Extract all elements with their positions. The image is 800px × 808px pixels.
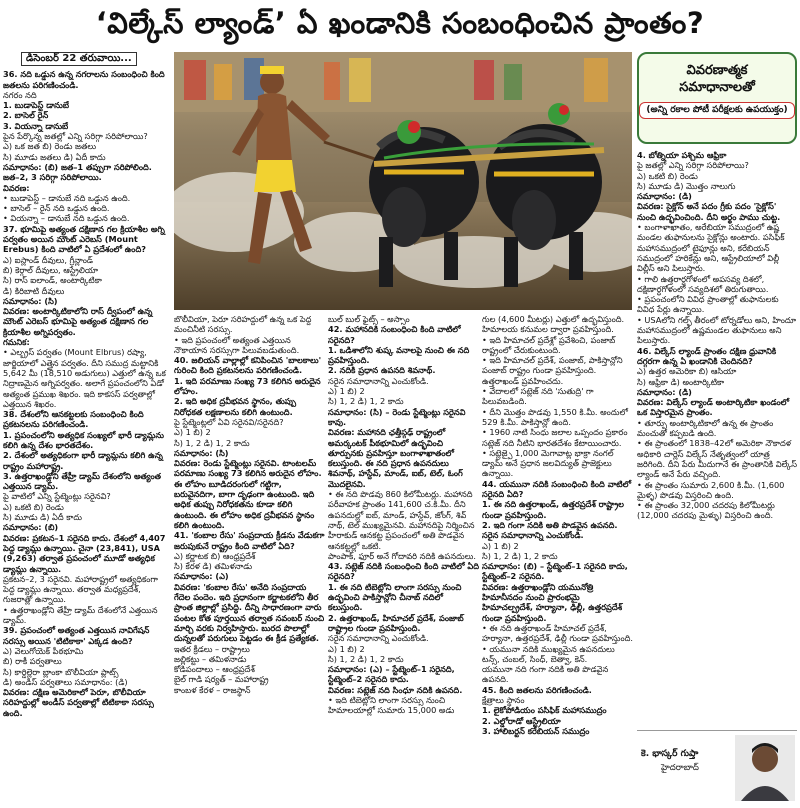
paragraph: • USAలోని గల్ఫ్ తీరంలో టోర్నడోలు అని, హిందూ మహాసముద్రంలో ఉష్ణమండల తుఫానులు అని పిలుస్తారు. xyxy=(637,314,797,346)
paragraph: • ఇది హిమాచల్ ప్రదేశ్, పంజాబ్, పాకిస్తాన్లోని పంజాబ్ రాష్ట్రం గుండా ప్రవహిస్తుంది. ఉత్తరాఖండ్ ప్రవహించదు. xyxy=(482,355,623,386)
paragraph: 37. భూమిపై అత్యంత దక్షిణాన గల క్రియాశీల అగ్ని పర్వతం అయిన మౌంట్ ఎరెబస్ (Mount Erebus) కింది వాటిలో ఏ ప్రదేశంలో ఉంది? xyxy=(3,223,165,255)
kambala-photo xyxy=(174,52,632,310)
paragraph: వివరణ: xyxy=(3,182,30,193)
author-place: హైదరాబాద్ xyxy=(661,763,699,773)
paragraph: 38. దేశంలోని ఆనకట్టలకు సంబంధించి కింది ప్రకటనలను పరిగణించండి. xyxy=(3,409,144,430)
paragraph: పై స్టేట్మెంట్లలో ఏవి సరైనవి/సరైనది? xyxy=(174,416,284,427)
paragraph: • బంగాళాఖాతం, అరేబియా సముద్రంలో ఉష్ణ మండల తుఫానులను సైక్లోన్లు అంటారు. పసిఫిక్ మహాసముద్రంలో టైఫూన్లు అని, కరేబియన్ సముద్రంలో హరికేన్లు అని, ఆస్ట్రేలియాలో విల్లీ విల్లీస్ అని పిలుస్తారు. xyxy=(637,222,785,274)
paragraph: 1. ప్రపంచంలోని అత్యధిక సంఖ్యలో భారీ డ్యామ్లను కలిగి ఉన్న దేశం భారతదేశం. xyxy=(3,429,165,450)
continuation-tag: డిసెంబర్ 22 తరువాయి... xyxy=(21,52,137,66)
paragraph: వివరణ: సైక్లోన్ అనే పదం గ్రీకు పదం 'సైక్లోస్' నుంచి ఉద్భవించింది. దీని అర్థం పాము చుట్ట. xyxy=(637,201,781,222)
paragraph: సి) మూడు డి) ఏదీ కాదు xyxy=(3,512,82,523)
paragraph: 2. దేశంలో అత్యధికంగా భారీ డ్యామ్లను కలిగి ఉన్న రాష్ట్రం మహారాష్ట్ర. xyxy=(3,450,163,471)
author-box xyxy=(637,730,797,805)
badge-line-2: సమాధానాలతో xyxy=(679,80,755,95)
paragraph: పైన పేర్కొన్న జతల్లో ఎన్ని సరిగ్గా సరిపోలాయి? xyxy=(3,131,148,142)
paragraph: బైల్ గాడి షర్యత్ – మహారాష్ట్ర xyxy=(174,674,269,685)
paragraph: • దీని మొత్తం పొడవు 1,550 కి.మీ. అందులో 529 కి.మీ. పాకిస్తాన్లో ఉంది. xyxy=(482,406,628,427)
paragraph: డి) అండీస్ పర్వతాలు సమాధానం: (డి) xyxy=(3,676,128,687)
paragraph: • ఈ ప్రాంతం 32,000 చదరపు కిలోమీటర్లు (12,000 చదరపు మైళ్ళు) విస్తరించి ఉంది. xyxy=(637,500,775,521)
paragraph: సమాధానం: (ఎ) – స్టేట్మెంట్–1 సరైనది, స్టేట్మెంట్–2 సరైనది కాదు. xyxy=(328,664,455,685)
badge-line-3: (అన్ని రకాల పోటీ పరీక్షలకు ఉపయుక్తం) xyxy=(639,102,794,119)
column-1-body xyxy=(3,69,169,718)
paragraph: 1. బుడాపెస్ట్ డానుబే xyxy=(3,100,70,111)
paragraph: కాంబళ కేరళ – రాజస్థాన్ xyxy=(174,684,251,695)
paragraph: వివరణ: ఉత్తరాఖండ్లోని యమునోత్రి హిమానీనదం నుంచి ప్రారంభమై హిమాచల్ప్రదేశ్, హర్యానా, ఢిల్లీ, ఉత్తరప్రదేశ్ గుండా ప్రవహిస్తుంది. xyxy=(482,581,623,623)
paragraph: 3. వియన్నా డానుబే xyxy=(3,120,69,131)
paragraph: కోడిపందాలు – ఆంధ్రప్రదేశ్ xyxy=(174,664,255,675)
paragraph: 46. విల్కేస్ ల్యాండ్ ప్రాంతం దక్షిణ ధ్రువానికి దగ్గరగా ఉన్న ఏ ఖండానికి చెందినది? xyxy=(637,345,777,366)
column-5 xyxy=(637,52,797,804)
paragraph: ఎ) ఐస్లాండ్ దీవులు, గ్రీన్లాండ్ xyxy=(3,254,93,265)
paragraph: ఇతర క్రీడలు – రాష్ట్రాలు xyxy=(174,643,250,654)
paragraph: యమునా నది గంగా నదికి అతి పొడవైన ఉపనది. xyxy=(482,664,609,685)
paragraph: • గాలి ఉత్తరార్ధగోళంలో అపసవ్య దిశలో, దక్షిణార్ధగోళంలో సవ్యదిశలో తిరుగుతాయి. xyxy=(637,273,769,294)
paragraph: • ఇది ప్రపంచంలో అత్యంత ఎత్తయిన నౌకాయాన సరస్సుగా పిలువబడుతుంది. xyxy=(174,334,300,355)
paragraph: • ప్రపంచంలోని వివిధ ప్రాంతాల్లో తుఫానులకు వివిధ పేర్లు ఉన్నాయి. xyxy=(637,294,779,315)
paragraph: వివరణ: రెండు స్టేట్మెంట్లు సరైనవి. టాంటలమ్ పరమాణు సంఖ్య 73 కలిగిన అరుదైన లోహం. ఈ లోహం బూడిదరంగులో గట్టిగా, బరువైనదిగా, బాగా దృఢంగా ఉంటుంది. ఇది అధిక తుప్పు నిరోధకతను కూడా కలిగి ఉంటుంది. ఈ లోహం అధిక ద్రవీభవన స్థానం కలిగి ఉంటుంది. xyxy=(174,458,322,530)
paragraph: సి) 1, 2 డి) 1, 2 కాదు xyxy=(328,396,404,407)
paragraph: వివరణ: దక్షిణ అమెరికాలో పెరూ, బొలీవియా సరిహద్దుల్లో అండీస్ పర్వతాల్లో టిటికాకా సరస్సు ఉంది. xyxy=(3,687,154,718)
paragraph: • తూర్పు అంటార్కిటికాలో ఉన్న ఈ ప్రాంతం మంచుతో కప్పబడి ఉంది. xyxy=(637,417,774,439)
paragraph: సి) 1, 2 డి) 1, 2 కాదు xyxy=(482,550,558,561)
paragraph: సమాధానం: (సి) xyxy=(174,447,229,458)
paragraph: 1. ఒడిశాలోని శుష్క వనాలపై నుంచి ఈ నది ప్రవహిస్తుంది. xyxy=(328,344,470,366)
paragraph: గమనిక: xyxy=(3,337,30,348)
paragraph: 36. నది ఒడ్డున ఉన్న నగరాలను సంబంధించి కింది జతలను పరిగణించండి. xyxy=(3,69,165,90)
column-3-body xyxy=(328,314,479,716)
paragraph: వివరణ: 'కంబాల రేసు' అనేది సంప్రదాయ గేదెల పందెం. ఇది ప్రధానంగా కర్ణాటకలోని తీర ప్రాంత జిల్లాల్లో ప్రసిద్ధి. దీన్ని సాధారణంగా వారు పంటల కోత పూర్తయిన తర్వాత నవంబర్ నుంచి మార్చి వరకు నిర్వహిస్తారు. బురద పొలాల్లో దున్నలతో పరుగులు పెట్టడం ఈ క్రీడ ప్రత్యేకత. xyxy=(174,581,325,644)
paragraph: 2. నదికి ప్రధాన ఉపనది శివనాథ్. xyxy=(328,365,436,376)
paragraph: సమాధానం: (సి) – రెండు స్టేట్మెంట్లు సరైనవి కావు. xyxy=(328,406,466,427)
paragraph: సమాధానం: (డి) xyxy=(637,386,692,397)
paragraph: 44. యమునా నదికి సంబంధించి కింది వాటిలో సరైనది ఏది? xyxy=(482,478,632,500)
paragraph: • ఇది టిబెట్లోని లాంగా సరస్సు నుంచి హిమాలయాల్లో సుమారు 15,000 అడు xyxy=(328,694,455,716)
paragraph: సమాధానం: (ఎ) xyxy=(174,571,229,582)
paragraph: ఎ) ఉత్తర అమెరికా బి) ఆసియా xyxy=(637,366,737,377)
paragraph: సరైన సమాధానాన్ని ఎంచుకోండి. xyxy=(328,375,429,386)
paragraph: • సట్లెజ్పై 1,000 మెగావాట్ల భాక్రా నంగల్ డ్యామ్ అనే ప్రధాన జలవిద్యుత్ ప్రాజెక్టులు ఉన్నాయి. xyxy=(482,447,614,479)
column-2 xyxy=(174,314,325,804)
column-1 xyxy=(3,52,169,804)
paragraph: ప్రకటన–2, 3 సరైనవి. మహారాష్ట్రలో అత్యధికంగా పెద్ద డ్యామ్లు ఉన్నాయి. తర్వాత మధ్యప్రదేశ్, గుజరాత్లో ఉన్నాయి. xyxy=(3,573,158,605)
paragraph: 1. ఇది పరమాణు సంఖ్య 73 కలిగిన అరుదైన లోహం. xyxy=(174,375,321,397)
paragraph: 1. లైకోపోడియం పసిఫిక్ మహాసముద్రం xyxy=(482,705,607,716)
paragraph: • ఉత్తరాఖండ్లోని తేహ్రీ డ్యామ్ దేశంలోనే ఎత్తయిన డ్యామ్. xyxy=(3,604,158,626)
paragraph: సి) రాస్ ఐలాండ్, అంటార్కిటికా xyxy=(3,275,102,286)
paragraph: ఎ) 1 బి) 2 xyxy=(328,643,365,654)
paragraph: సి) 1, 2 డి) 1, 2 కాదు xyxy=(174,437,250,448)
paragraph: సి) 1, 2 డి) 1, 2 కాదు xyxy=(328,653,404,664)
paragraph: వివరణ: విల్కేస్ ల్యాండ్ అంటార్కిటికా ఖండంలో ఒక విస్తారమైన ప్రాంతం. xyxy=(637,397,790,418)
paragraph: వివరణ: అంటార్కిటికాలోని రాస్ ద్వీపంలో ఉన్న మౌంట్ ఎరెబస్ భూమిపై అత్యంత దక్షిణాన గల క్రియాశీల అగ్నిపర్వతం. xyxy=(3,306,153,337)
paragraph: వివరణ: సట్లెజ్ నది సింధూ నదికి ఉపనది. xyxy=(328,684,463,695)
paragraph: • వేదాలలో సట్లెజ్ నది 'సుతుద్రి' గా పిలువబడింది. xyxy=(482,386,594,407)
paragraph: 3. హాలిబర్టన్ కరేబియన్ సముద్రం xyxy=(482,725,590,736)
paragraph: • యమునా నదికి ముఖ్యమైన ఉపనదులు టన్స్, చంబల్, సింధ్, బెత్వా, కెన్. xyxy=(482,643,615,664)
paragraph: ఎ) ఒకటి బి) రెండు xyxy=(637,170,698,181)
paragraph: ఎ) కర్ణాటక బి) ఆంధ్రప్రదేశ్ xyxy=(174,550,256,561)
paragraph: 3. ఉత్తరాఖండ్లోని తేహ్రీ డ్యామ్ దేశంలోని అత్యంత ఎత్తయిన డ్యామ్. xyxy=(3,470,161,492)
paragraph: • ఈ ప్రాంతంలో 1838–42లో అమెరికా నౌకాదళ అధికారి చార్లెస్ విల్కేస్ నేతృత్వంలో యాత్ర జరిగింది. దీని పేరు మీదుగానే ఈ ప్రాంతానికి విల్కేస్ ల్యాండ్ అనే పేరు వచ్చింది. xyxy=(637,438,797,480)
column-5-body xyxy=(637,150,797,800)
paragraph: సమాధానం: (డి) xyxy=(637,191,692,202)
paragraph: ఎ) వెలుగోయెక్ పీఠభూమి xyxy=(3,645,84,656)
paragraph: క్షేత్రాలు స్థానం xyxy=(482,694,525,705)
author-photo xyxy=(735,735,795,801)
column-4-body xyxy=(482,314,633,736)
column-4 xyxy=(482,314,633,804)
paragraph: సమాధానం: (సి) xyxy=(3,295,58,306)
paragraph: 39. ప్రపంచంలో అత్యంత ఎత్తయిన నావిగేషన్ సరస్సు అయిన 'టిటికాకా' ఎక్కడ ఉంది? xyxy=(3,625,150,646)
paragraph: సమాధానం: (బి) xyxy=(3,522,59,533)
paragraph: 45. కింది జతలను పరిగణించండి. xyxy=(482,684,592,695)
paragraph: • ఈ ప్రాంతం సుమారు 2,600 కి.మీ. (1,600 మైళ్ళ) పొడవు విస్తరించి ఉంది. xyxy=(637,479,785,500)
column-2-body xyxy=(174,314,325,695)
paragraph: బి) రాకీ పర్వతాలు xyxy=(3,656,62,667)
paragraph: 2. ఉత్తరాఖండ్, హిమాచల్ ప్రదేశ్, పంజాబ్ రాష్ట్రాల గుండా ప్రవహిస్తుంది. xyxy=(328,612,464,633)
paragraph: 4. బోత్నియా పశ్చిమ ఆఫ్రికా xyxy=(637,150,727,160)
paragraph: • బుడాపెస్ట్ – డానుబే నది ఒడ్డున ఉంది. xyxy=(3,192,131,203)
paragraph: బొలీవియా, పెరూ సరిహద్దులో ఉన్న ఒక పెద్ద మంచినీటి సరస్సు. xyxy=(174,314,312,335)
paragraph: పాంపాక్, ఫూర్ అనే గోదావరి నదికి ఉపనదులు. xyxy=(328,550,476,561)
paragraph: పై జతల్లో ఎన్ని సరిగ్గా సరిపోలాయి? xyxy=(637,160,749,171)
paragraph: 41. 'కంబాల రేసు' సంప్రదాయ క్రీడను వేడుకగా జరుపుకునే రాష్ట్రం కింది వాటిలో ఏది? xyxy=(174,530,325,551)
paragraph: నగరం నది xyxy=(3,89,37,100)
paragraph: బి) కెర్గాల్ దీవులు, ఆస్ట్రేలియా xyxy=(3,264,99,275)
paragraph: ఎ) ఒక జత బి) రెండు జతలు xyxy=(3,141,97,152)
paragraph: • ఈ నది పొడవు 860 కిలోమీటర్లు. మహానది పరీవాహక ప్రాంతం 141,600 చ.కి.మీ. దీని ఉపనదుల్లో ఐబ్, మాండ్, హస్దేవ్, జోంగ్, శివ్ నాథ్, టెల్ ముఖ్యమైనవి. మహానదిపై నిర్మించిన హీరాకుడ్ ఆనకట్ట ప్రపంచంలో అతి పొడవైన ఆనకట్టల్లో ఒకటి. xyxy=(328,489,475,551)
paragraph: 2. ఇది గంగా నదికి అతి పొడవైన ఉపనది. సరైన సమాధానాన్ని ఎంచుకోండి. xyxy=(482,519,618,541)
paragraph: సమాధానం: (బి) – స్టేట్మెంట్–1 సరైనది కాదు, స్టేట్మెంట్–2 సరైనది. xyxy=(482,561,628,582)
paragraph: • బాసెల్ – రైన్ నది ఒడ్డున ఉంది. xyxy=(3,203,110,214)
paragraph: ఎ) 1 బి) 2 xyxy=(174,427,211,438)
paragraph: • ఇది హిమాచల్ ప్రదేశ్లో ప్రవేశించి, పంజాబ్ రాష్ట్రంలో చేరుకుంటుంది. xyxy=(482,334,616,355)
paragraph: 2. ఎల్డోరాడో ఆస్ట్రేలియా xyxy=(482,715,561,726)
paragraph: సి) మూడు జతలు డి) ఏదీ కాదు xyxy=(3,151,106,162)
column-3 xyxy=(328,314,479,804)
paragraph: జల్లికట్టు – తమిళనాడు xyxy=(174,653,247,664)
paragraph: సి) మూడు డి) మొత్తం నాలుగు xyxy=(637,180,736,191)
paragraph: పై వాటిలో ఎన్ని స్టేట్మెంట్లు సరైనవి? xyxy=(3,491,111,502)
paragraph: 1. ఈ నది టిబెట్లోని లాంగా సరస్సు నుంచి ఉద్భవించి పాకిస్తాన్లోని చీనాబ్ నదిలో కలుస్తుంది. xyxy=(328,581,462,613)
paragraph: సి) కేరళ డి) తమిళనాడు xyxy=(174,561,253,572)
paragraph: బుల్ బుల్ ఫైట్స్ – అస్సాం xyxy=(328,314,410,324)
paragraph: సి) ఆఫ్రికా డి) అంటార్కిటికా xyxy=(637,376,725,387)
paragraph: ఎ) 1 బి) 2 xyxy=(328,386,365,397)
paragraph: సరైన సమాధానాన్ని ఎంచుకోండి. xyxy=(328,633,429,644)
paragraph: 1. ఈ నది ఉత్తరాఖండ్, ఉత్తరప్రదేశ్ రాష్ట్రాల గుండా ప్రవహిస్తుంది. xyxy=(482,499,624,520)
paragraph: 2. ఇది అధిక ద్రవీభవన స్థానం, తుప్పు నిరోధకత లక్షణాలను కలిగి ఉంటుంది. xyxy=(174,396,297,417)
answers-badge xyxy=(637,52,797,144)
author-name: కె. భాస్కర్ గుప్తా xyxy=(641,749,699,759)
paragraph: వివరణ: ప్రకటన–1 సరైనది కాదు. దేశంలో 4,407 పెద్ద డ్యామ్లు ఉన్నాయి. చైనా (23,841), USA (9,263) తర్వాత ప్రపంచంలో మూడో అత్యధిక డ్యామ్లు ఉన్నాయి. xyxy=(3,532,166,574)
paragraph: డి) కిరిబాటి దీవులు xyxy=(3,285,65,296)
paragraph: 2. బాసెల్ రైన్ xyxy=(3,110,49,121)
paragraph: • 1960 నాటి సింధు జలాల ఒప్పందం ప్రకారం సట్లెజ్ నది నీటిని భారతదేశం కేటాయించారు. xyxy=(482,427,628,448)
paragraph: 43. సట్లెజ్ నదికి సంబంధించి కింది వాటిలో ఏది సరైనది? xyxy=(328,561,479,582)
headline: ‘విల్కేస్ ల్యాండ్’ ఏ ఖండానికి సంబంధించిన ప్రాంతం? xyxy=(95,6,705,40)
paragraph: ఎ) ఒకటి బి) రెండు xyxy=(3,501,64,512)
paragraph: • వియన్నా – డానుబే నది ఒడ్డున ఉంది. xyxy=(3,213,130,224)
paragraph: ఎ) 1 బి) 2 xyxy=(482,540,519,551)
paragraph: వివరణ: మహానది ఛత్తీస్గఢ్ రాష్ట్రంలో అమర్కంటక్ పీఠభూమిలో ఉద్భవించి తూర్పునకు ప్రవహిస్తూ బంగాళాఖాతంలో కలుస్తుంది. ఈ నది ప్రధాన ఉపనదులు శివనాథ్, హస్దేవ్, మాండ్, ఐబ్, టెల్, ఓంగ్ మొదలైనవి. xyxy=(328,427,463,489)
paragraph: 40. జలియన్ వాల్లాల్లో కనిపించిన 'బాలకాలు' గురించి కింది ప్రకటనలను పరిగణించండి. xyxy=(174,355,322,376)
paragraph: సమాధానం: (బి) జత–1 తప్పుగా సరిపోలింది. జత–2, 3 సరిగ్గా సరిపోలాయి. xyxy=(3,161,152,183)
paragraph: • ఎల్బ్రస్ పర్వతం (Mount Elbrus) రష్యా, జార్జియాలో ఎత్తైన పర్వతం. దీని సముద్ర మట్టానికి 5,642 మీ (18,510 అడుగులు) ఎత్తులో ఉన్న ఒక నిద్రాణమైన అగ్నిపర్వతం. అలాగే ప్రపంచంలోని ఏడో అత్యంత ప్రముఖ శిఖరం. ఇది కాకసస్ పర్వతాల్లో ఎత్తయిన శిఖరం. xyxy=(3,347,166,409)
paragraph: • ఈ నది ఉత్తరాఖండ్ హిమాచల్ ప్రదేశ్, హర్యానా, ఉత్తరప్రదేశ్, ఢిల్లీ గుండా ప్రవహిస్తుంది. xyxy=(482,622,633,644)
paragraph: సి) కార్డిల్లెరా బ్లాంకా బొలీవియా ప్లాట్స్ xyxy=(3,666,119,677)
badge-line-1: వివరణాత్మక xyxy=(686,63,748,78)
paragraph: గుల (4,600 మీటర్లు) ఎత్తులో ఉద్భవిస్తుంది. హిమాలయ కనుమల ద్వారా ప్రవహిస్తుంది. xyxy=(482,314,625,335)
paragraph: 42. మహానదికి సంబంధించి కింది వాటిలో సరైనది? xyxy=(328,324,461,345)
